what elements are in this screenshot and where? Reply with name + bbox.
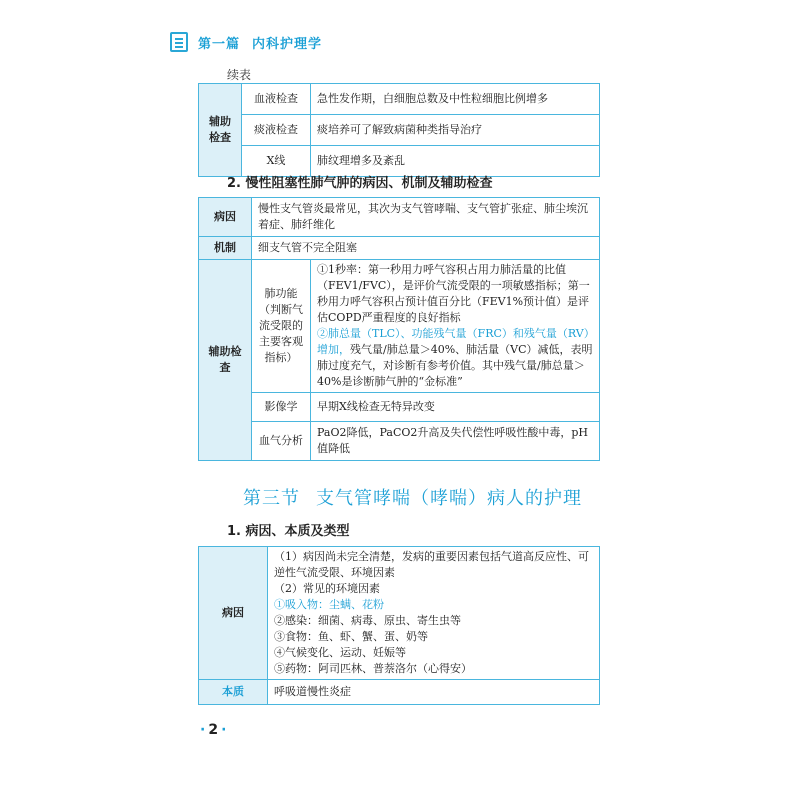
asthma-cause-value [268, 547, 600, 680]
aux-exam-table [198, 83, 600, 177]
cause-label: 病因 [199, 198, 252, 237]
continued-label: 续表 [227, 68, 252, 82]
lung-function-item-2 [317, 326, 593, 390]
lung-function-label: 肺功能（判断气流受限的主要客观指标） [252, 260, 311, 393]
row-value: 肺纹理增多及紊乱 [311, 146, 600, 177]
cause-line: （2）常见的环境因素 [274, 582, 380, 595]
header-title [198, 33, 322, 52]
asthma-table [198, 546, 600, 705]
row-label: 血液检查 [242, 84, 311, 115]
lung-function-highlight: ②肺总量（TLC）、功能残气量（FRC）和残气量（RV）增加， [317, 327, 590, 356]
page-number: · 2 · [200, 722, 227, 738]
lung-function-rest: 残气量/肺总量＞40%、肺活量（VC）减低，表明肺过度充气，对诊断有参考价值。其中残气量/肺总量＞40%是诊断肺气肿的“金标准” [317, 343, 593, 388]
copd-table [198, 197, 600, 461]
cause-line: ④气候变化、运动、妊娠等 [274, 646, 406, 659]
blood-gas-label: 血气分析 [252, 422, 311, 461]
aux-group-label: 辅助检查 [199, 84, 242, 177]
heading-copd: 2. 慢性阻塞性肺气肿的病因、机制及辅助检查 [227, 176, 493, 191]
row-label: X线 [242, 146, 311, 177]
imaging-value: 早期X线检查无特异改变 [311, 393, 600, 422]
blood-gas-value: PaO2降低，PaCO2升高及失代偿性呼吸性酸中毒，pH值降低 [311, 422, 600, 461]
row-value: 急性发作期，白细胞总数及中性粒细胞比例增多 [311, 84, 600, 115]
aux-exam-label: 辅助检查 [199, 260, 252, 461]
row-value: 痰培养可了解致病菌种类指导治疗 [311, 115, 600, 146]
cause-line: ③食物：鱼、虾、蟹、蛋、奶等 [274, 630, 428, 643]
page-header [170, 30, 322, 54]
page-number-value: 2 [208, 722, 219, 738]
section-number: 第三节 [243, 488, 300, 509]
cause-line: ⑤药物：阿司匹林、普萘洛尔（心得安） [274, 662, 472, 675]
mechanism-label: 机制 [199, 237, 252, 260]
section-title [243, 484, 582, 510]
cause-line: （1）病因尚未完全清楚，发病的重要因素包括气道高反应性、可逆性气流受限、环境因素 [274, 550, 589, 579]
heading-asthma: 1. 病因、本质及类型 [227, 524, 350, 539]
row-label: 痰液检查 [242, 115, 311, 146]
asthma-cause-label: 病因 [199, 547, 268, 680]
cause-line: ②感染：细菌、病毒、原虫、寄生虫等 [274, 614, 461, 627]
imaging-label: 影像学 [252, 393, 311, 422]
book-logo-icon [170, 32, 188, 52]
essence-value: 呼吸道慢性炎症 [268, 680, 600, 705]
cause-line: ①吸入物：尘螨、花粉 [274, 598, 384, 611]
lung-function-value [311, 260, 600, 393]
lung-function-item-1: ①1秒率：第一秒用力呼气容积占用力肺活量的比值（FEV1/FVC），是评价气流受限的一项敏感指标；第一秒用力呼气容积占预计值百分比（FEV1%预计值）是评估COPD严重程度的良好指标 [317, 263, 590, 324]
essence-label: 本质 [199, 680, 268, 705]
cause-value: 慢性支气管炎最常见，其次为支气管哮喘、支气管扩张症、肺尘埃沉着症、肺纤维化 [252, 198, 600, 237]
header-chapter: 内科护理学 [252, 36, 323, 52]
header-part: 第一篇 [198, 36, 241, 52]
mechanism-value: 细支气管不完全阻塞 [252, 237, 600, 260]
section-name: 支气管哮喘（哮喘）病人的护理 [316, 488, 582, 509]
